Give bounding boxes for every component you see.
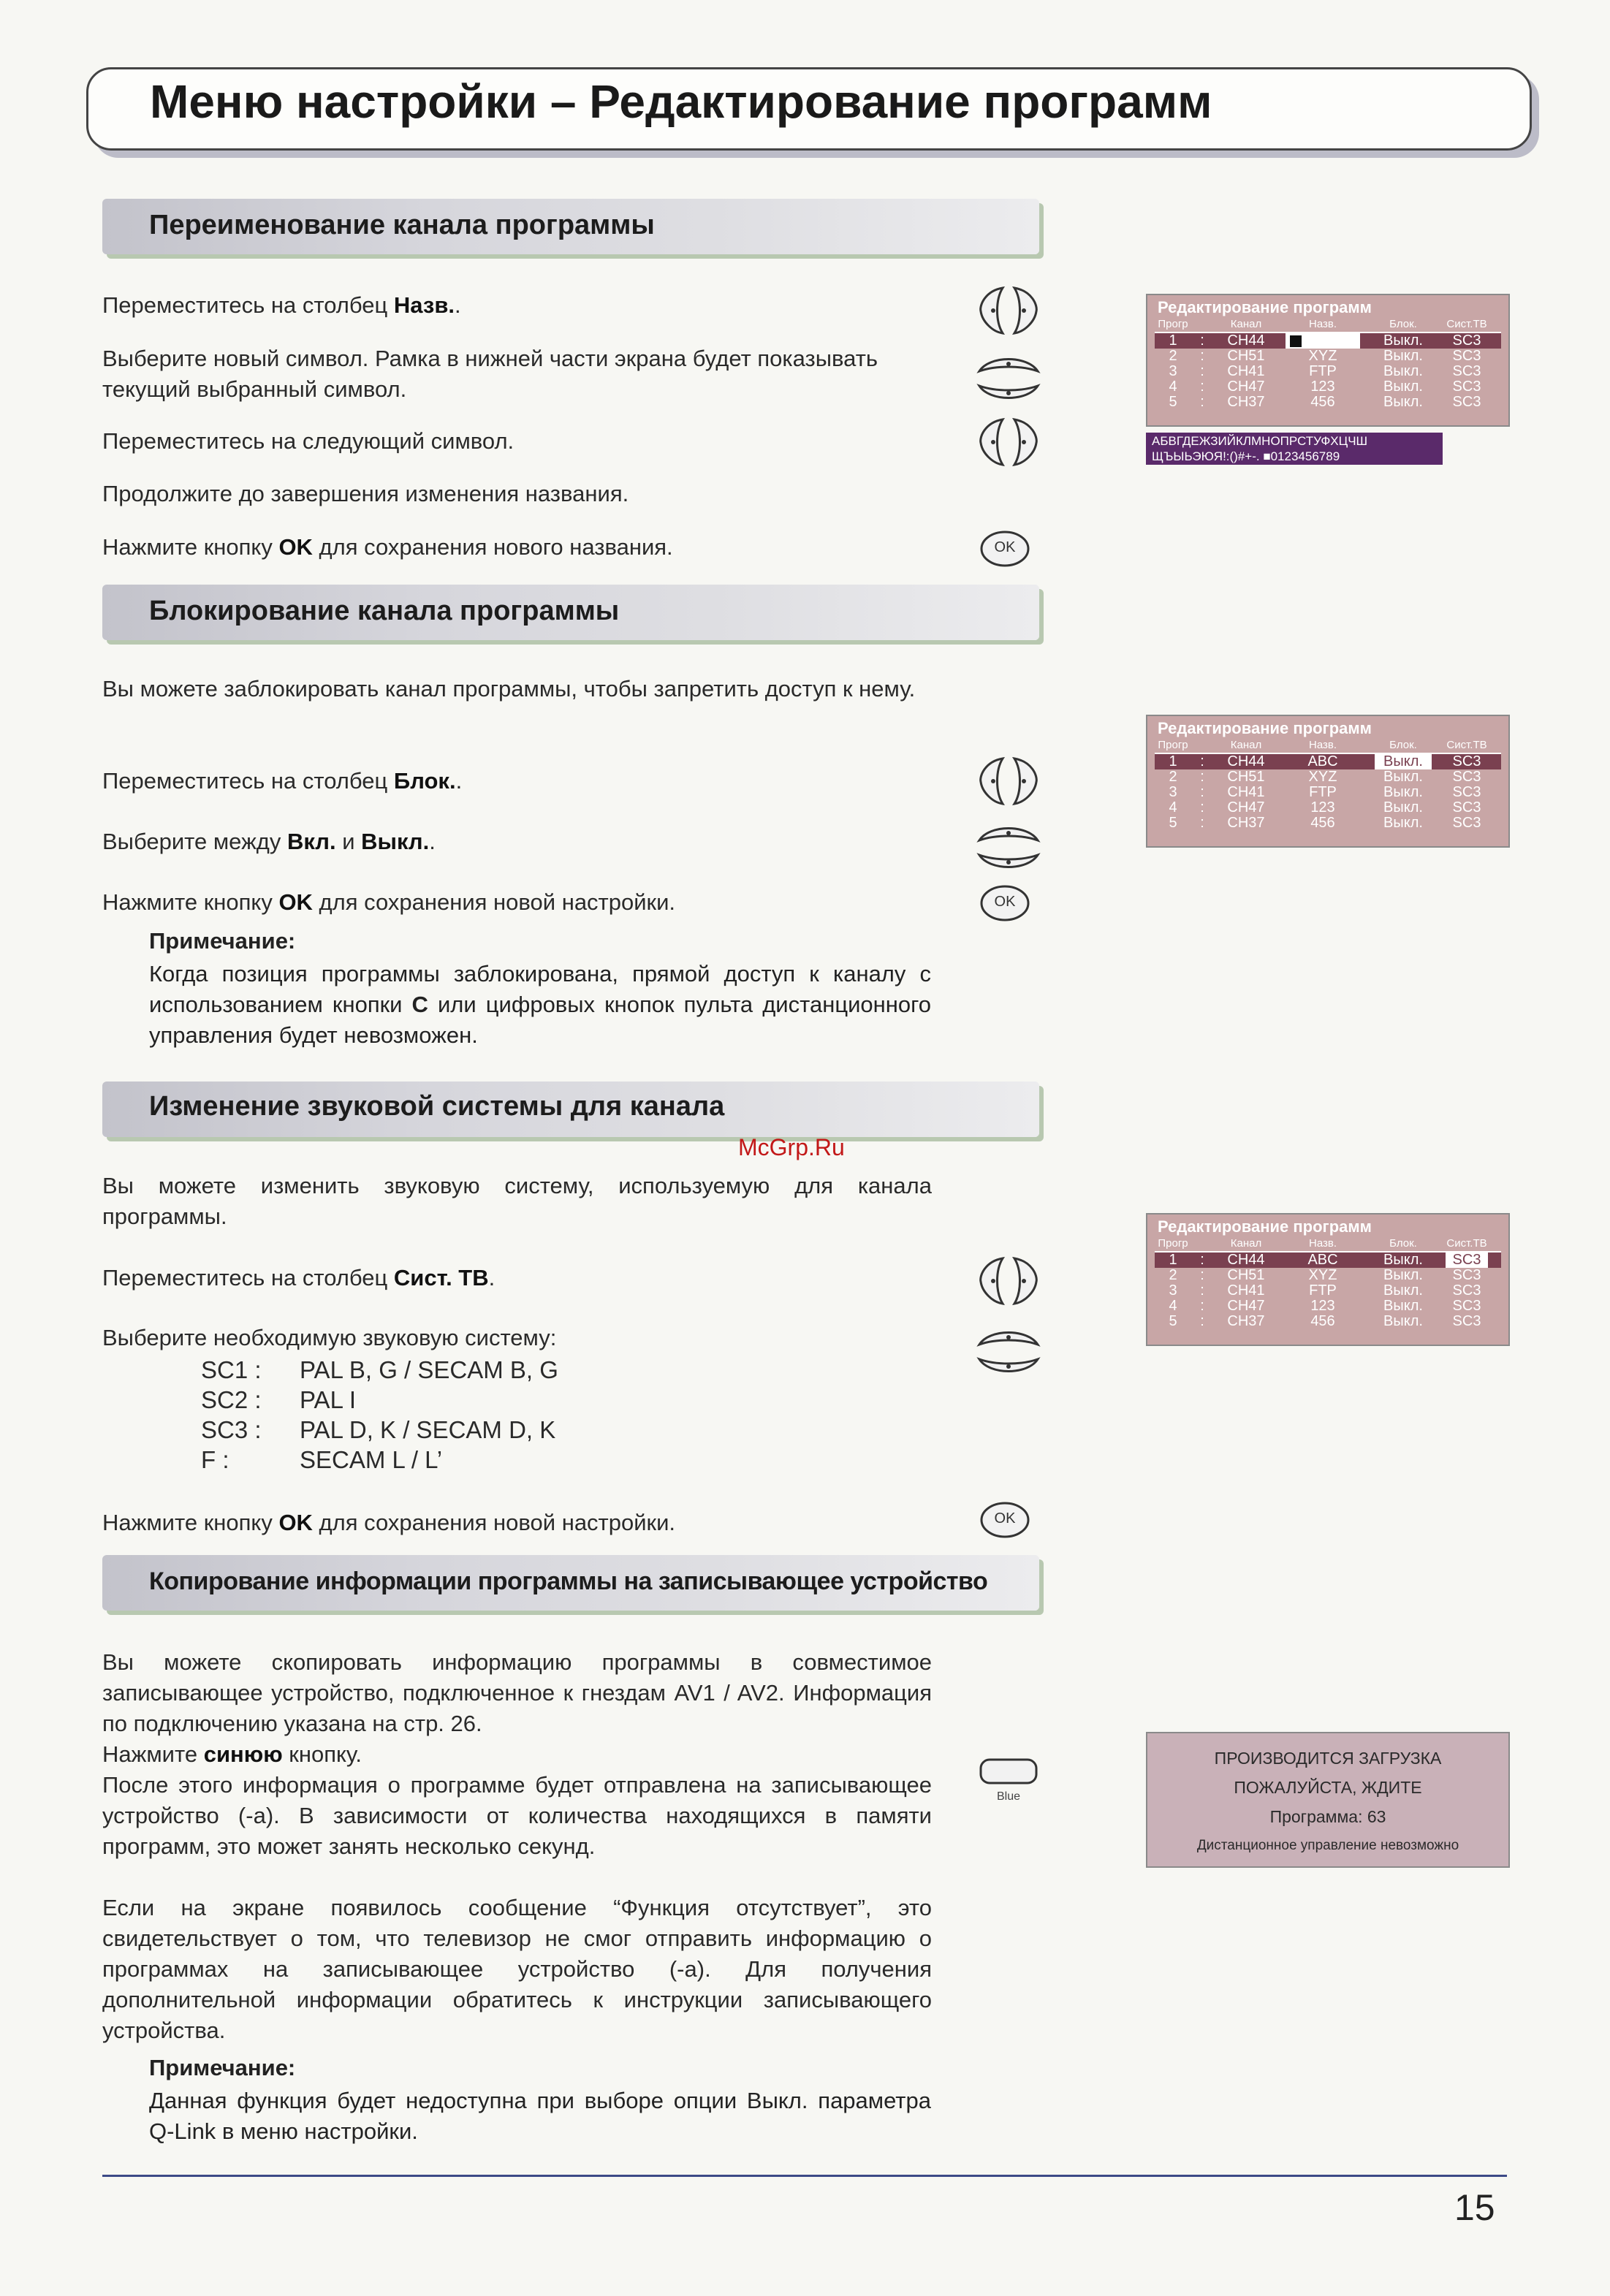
tv-screen-lock [1146, 715, 1510, 848]
s2-step3: Нажмите кнопку OK для сохранения новой настройки. [102, 889, 676, 915]
download-line4: Дистанционное управление невозможно [1196, 1838, 1459, 1853]
s4-note-heading: Примечание: [149, 2055, 296, 2080]
tv-row: 4 : CH47 123 Выкл. SC3 [1169, 799, 1481, 816]
watermark: McGrp.Ru [738, 1134, 845, 1160]
s4-note-text: Данная функция будет недоступна при выборе опции Выкл. параметра Q-Link в меню настройки. [149, 2088, 931, 2144]
s1-step2: Выберите новый символ. Рамка в нижней части экрана будет показывать текущий выбранный символ. [102, 346, 878, 402]
ok-label: OK [994, 1510, 1016, 1527]
page-title: Меню настройки – Редактирование программ [150, 75, 1212, 128]
download-line1: ПРОИЗВОДИТСЯ ЗАГРУЗКА [1214, 1749, 1442, 1768]
tv-row: 1 : CH44 Выкл. SC3 [1155, 333, 1501, 349]
sound-system-row: SC3 : PAL D, K / SECAM D, K [201, 1416, 556, 1443]
ok-button-icon [979, 530, 1030, 568]
tv-row: 1 : CH44 ABC Выкл. SC3 [1155, 1252, 1501, 1268]
sound-system-row: F : SECAM L / L’ [201, 1446, 443, 1473]
tv-screen-header: Прогр Канал Назв. Блок. Сист.ТВ [1155, 317, 1501, 333]
tv-row: 4 : CH47 123 Выкл. SC3 [1169, 1298, 1481, 1314]
s3-step2: Выберите необходимую звуковую систему: [102, 1325, 557, 1350]
tv-screen-title: Редактирование программ [1158, 298, 1372, 316]
download-status-box [1146, 1732, 1510, 1868]
section-title-rename: Переименование канала программы [149, 210, 655, 240]
character-selection-bar: АБВГДЕЖЗИЙКЛМНОПРСТУФХЦЧШ ЩЪЫЬЭЮЯ!:()#+-. ■0123456789 [1146, 433, 1443, 465]
s3-step1: Переместитесь на столбец Сист. ТВ. [102, 1265, 495, 1290]
left-right-arrows-icon [973, 754, 1044, 808]
tv-row: 2 : CH51 XYZ Выкл. SC3 [1169, 769, 1481, 785]
sound-system-row: SC1 : PAL B, G / SECAM B, G [201, 1356, 558, 1383]
ok-button-icon [979, 1501, 1030, 1539]
bottom-rule [102, 2175, 1507, 2177]
tv-row: 3 : CH41 FTP Выкл. SC3 [1169, 784, 1481, 800]
tv-row: 5 : CH37 456 Выкл. SC3 [1169, 1313, 1481, 1329]
tv-row: 4 : CH47 123 Выкл. SC3 [1169, 379, 1481, 395]
section-title-sound: Изменение звуковой системы для канала [149, 1091, 725, 1122]
s1-step4: Продолжите до завершения изменения названия. [102, 481, 629, 506]
download-line3: Программа: 63 [1269, 1807, 1386, 1826]
tv-row: 5 : CH37 456 Выкл. SC3 [1169, 815, 1481, 831]
left-right-arrows-icon [973, 415, 1044, 469]
s3-step3: Нажмите кнопку OK для сохранения новой настройки. [102, 1510, 676, 1535]
up-down-arrows-icon [975, 1323, 1042, 1381]
s4-para1: Вы можете скопировать информацию программы в совместимое записывающее устройство, подключенное к гнездам AV1 / AV2. Информация по подключению указана на стр. 26. [102, 1649, 932, 1736]
ok-label: OK [994, 894, 1016, 910]
tv-screen-header: Прогр Канал Назв. Блок. Сист.ТВ [1155, 738, 1501, 754]
tv-row: 3 : CH41 FTP Выкл. SC3 [1169, 363, 1481, 379]
ok-button-icon [979, 884, 1030, 922]
tv-row: 2 : CH51 XYZ Выкл. SC3 [1169, 348, 1481, 364]
s1-step1: Переместитесь на столбец Назв.. [102, 292, 461, 318]
blue-button-label: Blue [996, 1790, 1021, 1803]
tv-row: 1 : CH44 ABC Выкл. SC3 [1155, 754, 1501, 769]
tv-screen-header: Прогр Канал Назв. Блок. Сист.ТВ [1155, 1236, 1501, 1252]
section-title-copy: Копирование информации программы на записывающее устройство [149, 1567, 988, 1595]
sound-system-row: SC2 : PAL I [201, 1386, 357, 1413]
s4-para3: После этого информация о программе будет отправлена на записывающее устройство (-а). В зависимости от количества находящихся в памяти программ, это может занять несколько секунд. [102, 1772, 932, 1859]
s2-step1: Переместитесь на столбец Блок.. [102, 768, 463, 794]
left-right-arrows-icon [973, 284, 1044, 338]
s2-step2: Выберите между Вкл. и Выкл.. [102, 829, 436, 854]
s4-para4: Если на экране появилось сообщение “Функция отсутствует”, это свидетельствует о том, что телевизор не смог отправить информацию о программах на записывающее устройство (-а). Для получения дополнительной информации обратитесь к инструкции записывающего устройства. [102, 1895, 932, 2043]
up-down-arrows-icon [975, 818, 1042, 877]
download-line2: ПОЖАЛУЙСТА, ЖДИТЕ [1234, 1778, 1422, 1797]
tv-row: 2 : CH51 XYZ Выкл. SC3 [1169, 1267, 1481, 1283]
section-title-lock: Блокирование канала программы [149, 596, 620, 626]
tv-row: 3 : CH41 FTP Выкл. SC3 [1169, 1282, 1481, 1299]
tv-screen-rename [1146, 294, 1510, 427]
s2-note-heading: Примечание: [149, 928, 296, 954]
tv-screen-title: Редактирование программ [1158, 1217, 1372, 1236]
s3-intro: Вы можете изменить звуковую систему, используемую для канала программы. [102, 1173, 932, 1229]
tv-screen-title: Редактирование программ [1158, 719, 1372, 737]
blue-button-icon [978, 1757, 1039, 1809]
s4-para2: Нажмите синюю кнопку. [102, 1741, 362, 1767]
s1-step5: Нажмите кнопку OK для сохранения нового названия. [102, 534, 673, 560]
s1-step3: Переместитесь на следующий символ. [102, 428, 514, 454]
s2-note-text: Когда позиция программы заблокирована, прямой доступ к каналу с использованием кнопки C или цифровых кнопок пульта дистанционного управления будет невозможен. [149, 961, 931, 1048]
up-down-arrows-icon [975, 349, 1042, 408]
s2-intro: Вы можете заблокировать канал программы, чтобы запретить доступ к нему. [102, 676, 916, 702]
cursor-block [1290, 335, 1302, 347]
tv-row: 5 : CH37 456 Выкл. SC3 [1169, 394, 1481, 410]
page-number: 15 [1454, 2187, 1495, 2228]
ok-label: OK [994, 539, 1016, 555]
tv-screen-sound [1146, 1213, 1510, 1346]
left-right-arrows-icon [973, 1254, 1044, 1308]
